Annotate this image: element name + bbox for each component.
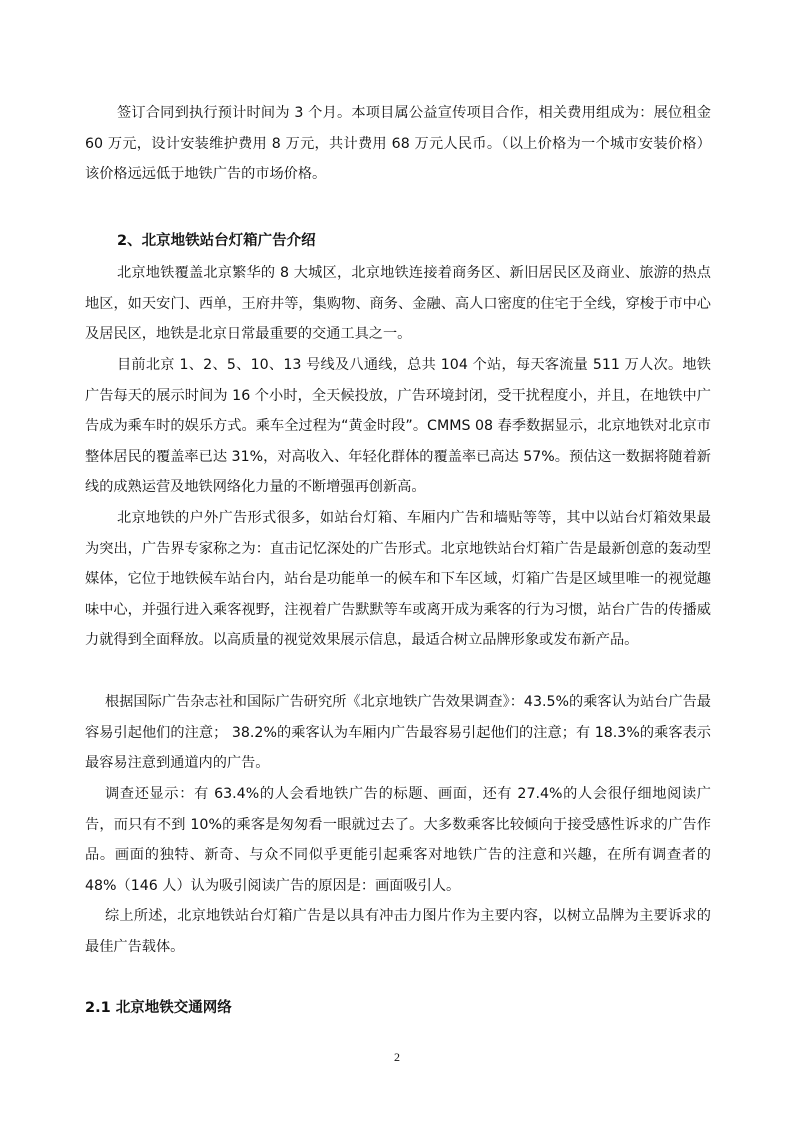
heading-section-2-1: 2.1 北京地铁交通网络 (85, 1000, 232, 1016)
paragraph-contract: 签订合同到执行预计时间为 3 个月。本项目属公益宣传项目合作，相关费用组成为：展位租金 60 万元，设计安装维护费用 8 万元，共计费用 68 万元人民币。（以上价格为一个城市安装价格）该价格远远低于地铁广告的市场价格。 (85, 105, 711, 182)
paragraph-coverage: 北京地铁覆盖北京繁华的 8 大城区，北京地铁连接着商务区、新旧居民区及商业、旅游的热点地区，如天安门、西单，王府井等，集购物、商务、金融、高人口密度的住宅于全线，穿梭于市中心及居民区，地铁是北京日常最重要的交通工具之一。 (85, 265, 711, 342)
paragraph-findings: 调查还显示：有 63.4%的人会看地铁广告的标题、画面，还有 27.4%的人会很仔细地阅读广告，而只有不到 10%的乘客是匆匆看一眼就过去了。大多数乘客比较倾向于接受感性诉求的广告作品。画面的独特、新奇、与众不同似乎更能引起乘客对地铁广告的注意和兴趣，在所有调查者的 48%（146 人）认为吸引阅读广告的原因是：画面吸引人。 (85, 786, 711, 894)
page-number: 2 (394, 1050, 400, 1064)
paragraph-lines: 目前北京 1、2、5、10、13 号线及八通线，总共 104 个站，每天客流量 511 万人次。地铁广告每天的展示时间为 16 个小时，全天候投放，广告环境封闭，受干扰程度小，并且，在地铁中广告成为乘车时的娱乐方式。乘车全过程为“黄金时段”。CMMS 08 春季数据显示，北京地铁对北京市整体居民的覆盖率已达 31%，对高收入、年轻化群体的覆盖率已高达 57%。预估这一数据将随着新线的成熟运营及地铁网络化力量的不断增强再创新高。 (85, 357, 711, 495)
paragraph-forms: 北京地铁的户外广告形式很多，如站台灯箱、车厢内广告和墙贴等等，其中以站台灯箱效果最为突出，广告界专家称之为：直击记忆深处的广告形式。北京地铁站台灯箱广告是最新创意的轰动型媒体，它位于地铁候车站台内，站台是功能单一的候车和下车区域，灯箱广告是区域里唯一的视觉趣味中心，并强行进入乘客视野，注视着广告默默等车或离开成为乘客的行为习惯，站台广告的传播威力就得到全面释放。以高质量的视觉效果展示信息，最适合树立品牌形象或发布新产品。 (85, 510, 711, 648)
paragraph-survey: 根据国际广告杂志社和国际广告研究所《北京地铁广告效果调查》：43.5%的乘客认为站台广告最容易引起他们的注意； 38.2%的乘客认为车厢内广告最容易引起他们的注意；有 18.3%的乘客表示最容易注意到通道内的广告。 (85, 694, 711, 771)
paragraph-summary: 综上所述，北京地铁站台灯箱广告是以具有冲击力图片作为主要内容，以树立品牌为主要诉求的最佳广告载体。 (85, 908, 711, 955)
heading-section-2: 2、北京地铁站台灯箱广告介绍 (117, 233, 316, 249)
